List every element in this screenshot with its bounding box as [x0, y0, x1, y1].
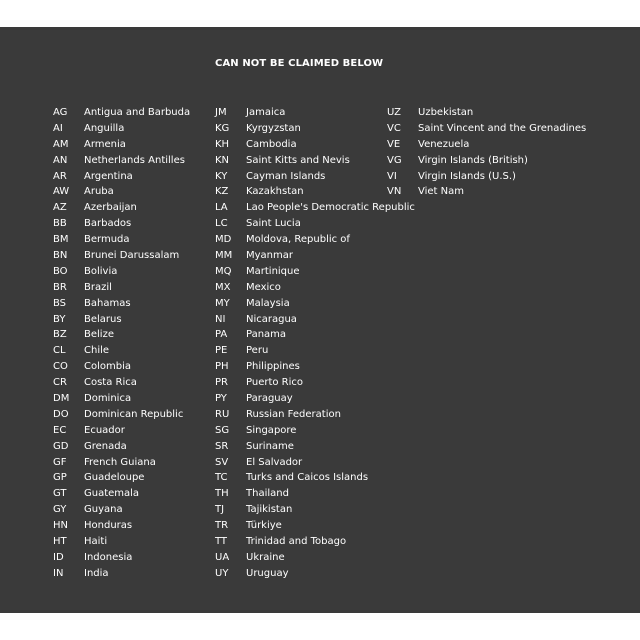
country-name: Türkiye [246, 520, 282, 532]
country-row [53, 550, 190, 566]
country-code: SV [215, 456, 229, 468]
country-name: El Salvador [246, 456, 303, 468]
country-row [215, 470, 415, 486]
country-code: LA [215, 202, 228, 214]
country-row [53, 502, 190, 518]
country-code: BZ [53, 329, 67, 341]
country-name: Bahamas [84, 297, 131, 309]
country-code: KY [215, 170, 228, 182]
country-row [53, 407, 190, 423]
country-name: Uruguay [246, 567, 289, 579]
country-code: GP [53, 472, 67, 484]
country-code: MQ [215, 265, 232, 277]
country-row [215, 184, 415, 200]
country-row [215, 137, 415, 153]
country-name: Netherlands Antilles [84, 154, 185, 166]
country-name: Belize [84, 329, 114, 341]
country-name: Belarus [84, 313, 122, 325]
country-row [53, 296, 190, 312]
country-column-3 [387, 105, 586, 200]
country-name: Trinidad and Tobago [246, 536, 347, 548]
country-name: Peru [246, 345, 269, 357]
country-code: BR [53, 281, 67, 293]
country-name: Thailand [246, 488, 289, 500]
country-code: TR [215, 520, 229, 532]
country-code: UY [215, 567, 229, 579]
country-code: AR [53, 170, 67, 182]
country-name: Guyana [84, 504, 123, 516]
country-name: Brunei Darussalam [84, 250, 180, 262]
country-name: Cayman Islands [246, 170, 326, 182]
country-name: Barbados [84, 218, 132, 230]
country-row [53, 312, 190, 328]
country-row [53, 518, 190, 534]
country-name: Antigua and Barbuda [84, 107, 191, 118]
country-name: Honduras [84, 520, 133, 532]
country-code: UZ [387, 107, 401, 118]
country-code: MX [215, 281, 231, 293]
country-code: LC [215, 218, 228, 230]
country-code: BN [53, 250, 68, 262]
country-code: SG [215, 424, 230, 436]
country-row [53, 264, 190, 280]
country-code: AZ [53, 202, 67, 214]
country-row [215, 439, 415, 455]
country-code: KH [215, 138, 230, 150]
country-code: TJ [215, 504, 225, 516]
country-code: CO [53, 361, 68, 373]
country-name: Saint Lucia [246, 218, 301, 230]
country-row [215, 248, 415, 264]
country-row [215, 502, 415, 518]
country-name: Russian Federation [246, 408, 341, 420]
country-name: Haiti [84, 536, 108, 548]
country-row [53, 121, 190, 137]
country-list-panel [0, 27, 640, 613]
country-row [387, 105, 586, 121]
country-row [53, 200, 190, 216]
country-name: Singapore [246, 424, 297, 436]
country-code: GD [53, 440, 69, 452]
country-code: BS [53, 297, 67, 309]
country-code: BB [53, 218, 67, 230]
country-name: Armenia [84, 138, 126, 150]
country-row [53, 566, 190, 582]
country-row [53, 391, 190, 407]
country-row [53, 455, 190, 471]
country-name: Saint Kitts and Nevis [246, 154, 350, 166]
country-name: Paraguay [246, 393, 293, 405]
country-code: CR [53, 377, 67, 389]
country-row [215, 232, 415, 248]
country-code: GT [53, 488, 67, 500]
country-code: DO [53, 408, 69, 420]
country-code: AI [53, 122, 63, 134]
country-code: MD [215, 234, 232, 246]
country-code: PE [215, 345, 228, 357]
country-name: Bermuda [84, 234, 130, 246]
country-code: RU [215, 408, 230, 420]
country-code: VE [387, 138, 401, 150]
country-code: GY [53, 504, 67, 516]
country-row [215, 423, 415, 439]
country-code: TH [215, 488, 229, 500]
country-name: Bolivia [84, 265, 118, 277]
country-name: Suriname [246, 440, 294, 452]
country-row [215, 455, 415, 471]
country-code: BO [53, 265, 68, 277]
country-name: Malaysia [246, 297, 290, 309]
country-name: Guadeloupe [84, 472, 145, 484]
country-row [387, 184, 586, 200]
country-column-1 [53, 105, 190, 582]
country-name: Virgin Islands (British) [418, 154, 528, 166]
country-row [215, 200, 415, 216]
country-code: ID [53, 551, 64, 563]
country-name: Aruba [84, 186, 114, 198]
country-name: Myanmar [246, 250, 293, 262]
country-row [215, 105, 415, 121]
country-code: TC [215, 472, 228, 484]
country-row [53, 153, 190, 169]
country-code: KG [215, 122, 230, 134]
country-name: Chile [84, 345, 110, 357]
country-name: Lao People's Democratic Republic [246, 202, 415, 214]
country-code: NI [215, 313, 226, 325]
country-code: KN [215, 154, 230, 166]
country-row [53, 534, 190, 550]
country-name: Puerto Rico [246, 377, 304, 389]
country-name: Anguilla [84, 122, 125, 134]
country-row [215, 391, 415, 407]
country-row [387, 121, 586, 137]
country-name: Turks and Caicos Islands [246, 472, 369, 484]
country-name: Brazil [84, 281, 112, 293]
country-name: Saint Vincent and the Grenadines [418, 122, 587, 134]
country-row [53, 327, 190, 343]
country-name: Grenada [84, 440, 127, 452]
country-name: Venezuela [418, 138, 470, 150]
country-row [53, 216, 190, 232]
country-code: UA [215, 551, 230, 563]
country-code: PY [215, 393, 227, 405]
country-code: AM [53, 138, 69, 150]
country-code: KZ [215, 186, 229, 198]
country-code: JM [215, 107, 227, 118]
country-code: TT [215, 536, 228, 548]
country-code: PR [215, 377, 228, 389]
country-name: Argentina [84, 170, 133, 182]
country-code: CL [53, 345, 66, 357]
country-name: Tajikistan [246, 504, 293, 516]
country-name: Mexico [246, 281, 281, 293]
country-row [53, 343, 190, 359]
country-code: GF [53, 456, 67, 468]
country-name: Dominican Republic [84, 408, 184, 420]
country-code: MM [215, 250, 233, 262]
country-name: Ecuador [84, 424, 125, 436]
country-code: HT [53, 536, 67, 548]
country-row [53, 169, 190, 185]
country-code: DM [53, 393, 70, 405]
country-name: Philippines [246, 361, 300, 373]
country-code: SR [215, 440, 229, 452]
country-row [53, 486, 190, 502]
country-code: AN [53, 154, 68, 166]
country-code: BY [53, 313, 66, 325]
country-row [215, 327, 415, 343]
country-row [215, 280, 415, 296]
country-row [53, 232, 190, 248]
country-name: Azerbaijan [84, 202, 137, 214]
country-name: Nicaragua [246, 313, 297, 325]
country-row [215, 216, 415, 232]
country-row [387, 153, 586, 169]
country-name: Martinique [246, 265, 300, 277]
country-code: VN [387, 186, 402, 198]
country-name: Moldova, Republic of [246, 234, 350, 246]
country-name: Jamaica [246, 107, 286, 118]
country-row [53, 184, 190, 200]
country-row [215, 534, 415, 550]
country-row [215, 566, 415, 582]
country-code: EC [53, 424, 67, 436]
country-row [53, 375, 190, 391]
country-row [215, 169, 415, 185]
country-row [215, 296, 415, 312]
country-name: Colombia [84, 361, 131, 373]
country-name: Uzbekistan [418, 107, 474, 118]
country-column-2 [215, 105, 415, 582]
country-row [215, 121, 415, 137]
country-row [53, 137, 190, 153]
country-row [53, 359, 190, 375]
country-name: Indonesia [84, 551, 133, 563]
country-code: HN [53, 520, 68, 532]
country-row [215, 375, 415, 391]
country-row [215, 407, 415, 423]
country-name: Viet Nam [418, 186, 465, 198]
country-row [53, 423, 190, 439]
country-row [53, 439, 190, 455]
country-name: Virgin Islands (U.S.) [418, 170, 516, 182]
country-row [215, 343, 415, 359]
country-row [215, 550, 415, 566]
country-row [53, 280, 190, 296]
country-name: Ukraine [246, 551, 285, 563]
country-name: India [84, 567, 109, 579]
country-row [53, 248, 190, 264]
country-name: Kyrgyzstan [246, 122, 301, 134]
country-name: Kazakhstan [246, 186, 304, 198]
country-row [215, 486, 415, 502]
country-code: PH [215, 361, 229, 373]
country-row [215, 359, 415, 375]
country-name: Panama [246, 329, 287, 341]
country-name: Cambodia [246, 138, 297, 150]
country-code: AW [53, 186, 70, 198]
country-code: VC [387, 122, 401, 134]
country-code: PA [215, 329, 228, 341]
country-code: VI [387, 170, 397, 182]
country-code: AG [53, 107, 68, 118]
country-row [215, 312, 415, 328]
country-code: BM [53, 234, 69, 246]
country-name: French Guiana [84, 456, 156, 468]
country-name: Dominica [84, 393, 132, 405]
panel-title: CAN NOT BE CLAIMED BELOW [215, 58, 384, 69]
country-row [215, 153, 415, 169]
country-code: VG [387, 154, 402, 166]
country-row [215, 518, 415, 534]
country-row [215, 264, 415, 280]
country-code: IN [53, 567, 64, 579]
country-row [53, 105, 190, 121]
country-name: Costa Rica [84, 377, 137, 389]
country-name: Guatemala [84, 488, 140, 500]
country-row [53, 470, 190, 486]
country-row [387, 137, 586, 153]
country-row [387, 169, 586, 185]
country-code: MY [215, 297, 230, 309]
